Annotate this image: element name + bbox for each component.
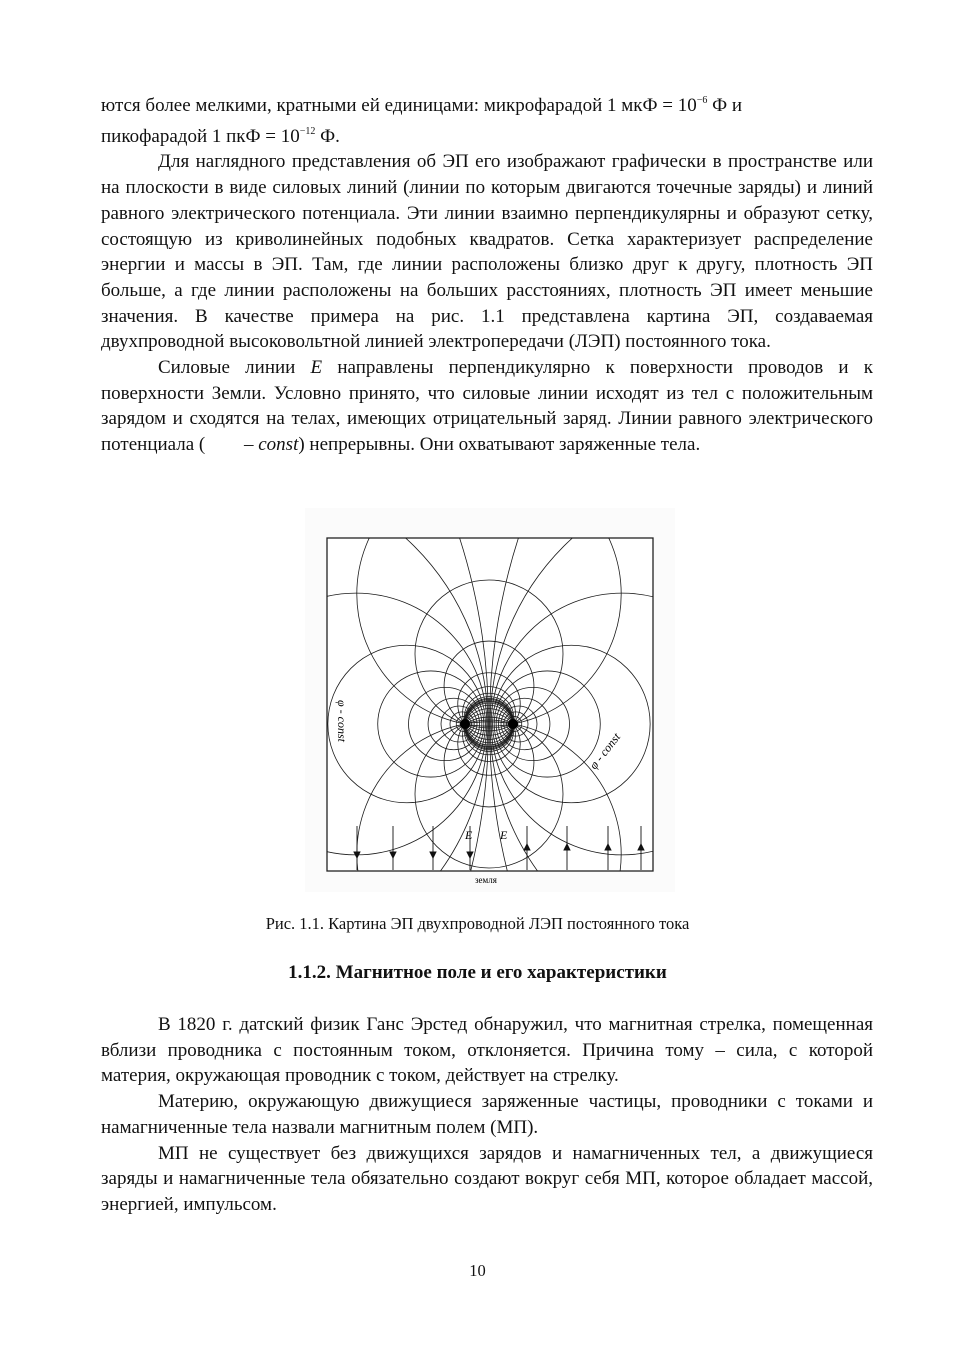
figure-caption: Рис. 1.1. Картина ЭП двухпроводной ЛЭП постоянного тока (265, 914, 690, 933)
label-phi-const-left: φ - const (335, 700, 349, 742)
intro-line1-end: Ф и (707, 95, 743, 116)
para2-dash: – (239, 434, 259, 456)
label-ground: земля (475, 875, 497, 885)
intro-line2: пикофарадой 1 пкФ = 10 (101, 125, 300, 147)
field-diagram-svg (305, 508, 675, 892)
intro-line2-end: Ф. (315, 125, 340, 147)
paragraph-oersted: В 1820 г. датский физик Ганс Эрстед обнаружил, что магнитная стрелка, помещенная вблизи проводника с постоянным током, отклоняется. Причина тому – сила, с которой материя, окружающая проводник с током, действует на стрелку. (101, 1014, 873, 1087)
label-phi-const-right: φ - const (586, 730, 624, 772)
label-e-right: E (500, 828, 508, 842)
wire-negative (508, 719, 518, 729)
paragraph-magnetic-field-properties: МП не существует без движущихся зарядов и намагниченных тел, а движущиеся заряды и намагниченные тела обязательно создают вокруг себя МП, которое обладает массой, энергией, импульсом. (101, 1142, 873, 1215)
paragraph-magnetic-field-definition: Материю, окружающую движущиеся заряженные частицы, проводники с токами и намагниченные тела назвали магнитным полем (МП). (101, 1091, 873, 1138)
figure-field-diagram (305, 508, 675, 892)
intro-paragraph (101, 88, 873, 149)
exponent-micro: −6 (696, 95, 708, 106)
paragraph-field-lines: Для наглядного представления об ЭП его изображают графически в пространстве или на плоскости в виде силовых линий (линии по которым двигаются точечные заряды) и линий равного электрического потенциала. Эти линии взаимно перпендикулярны и образуют сетку, состоящую из криволинейных подобных квадратов. Сетка характеризует распределение энергии и массы в ЭП. Там, где линии расположены близко друг к другу, плотность ЭП больше, а где линии расположены на больших расстояниях, плотность ЭП имеет меньшие значения. В качестве примера на рис. 1.1 представлена картина ЭП, создаваемая двухпроводной высоковольтной линией электропередачи (ЛЭП) постоянного тока. (101, 151, 873, 353)
para2-part-b: направлены перпендикулярно к поверхности проводов и к поверхности Земли. Условно принято, что силовые линии исходят из тел с положительным зарядом и сходятся на телах, имеющих отрицательный заряд. Линии равного электрического потенциала ( (101, 357, 873, 456)
symbol-e: E (310, 357, 323, 379)
page-number: 10 (469, 1261, 486, 1280)
intro-line1: ются более мелкими, кратными ей единицами: микрофарадой 1 мкФ = 10 (101, 95, 697, 116)
paragraph-force-lines (101, 355, 873, 458)
lower-text (101, 1012, 873, 1218)
upper-text (101, 88, 873, 458)
label-e-left: E (465, 828, 473, 842)
wire-positive (460, 719, 470, 729)
para2-part-c: ) непрерывны. Они охватывают заряженные тела. (298, 434, 701, 456)
exponent-pico: −12 (299, 125, 316, 137)
section-heading: 1.1.2. Магнитное поле и его характеристики (288, 962, 667, 983)
symbol-const: const (258, 434, 299, 456)
para2-part-a: Силовые линии (158, 357, 311, 379)
